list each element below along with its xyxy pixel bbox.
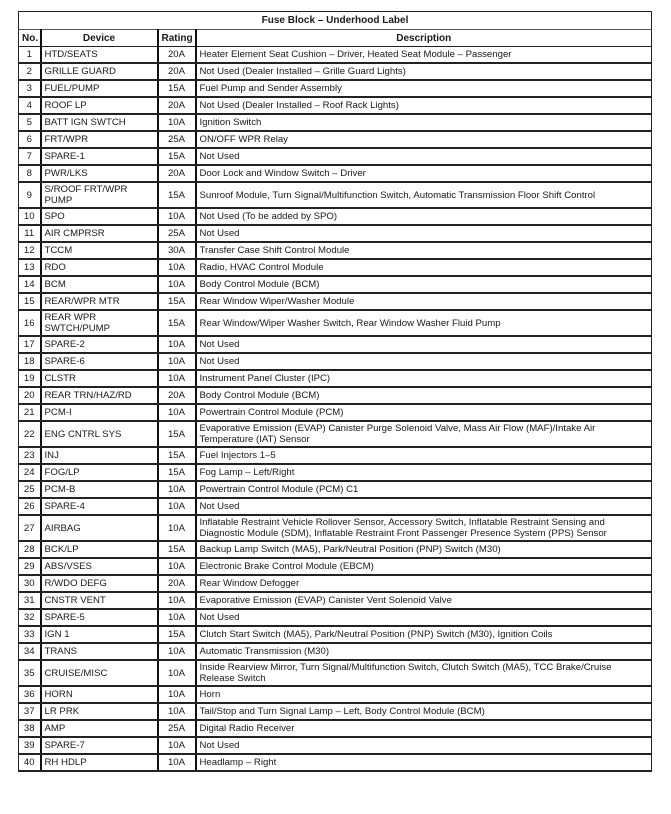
fuse-device: AIRBAG [41, 515, 158, 541]
table-row [19, 182, 652, 208]
fuse-device: REAR TRN/HAZ/RD [41, 387, 158, 404]
fuse-rating: 10A [158, 609, 196, 626]
table-row [19, 737, 652, 754]
table-row [19, 80, 652, 97]
fuse-number: 15 [19, 293, 41, 310]
fuse-description: Body Control Module (BCM) [196, 276, 652, 293]
fuse-number: 1 [19, 47, 41, 64]
fuse-description: Automatic Transmission (M30) [196, 643, 652, 660]
fuse-rating: 15A [158, 541, 196, 558]
table-row [19, 208, 652, 225]
fuse-number: 13 [19, 259, 41, 276]
fuse-rating: 15A [158, 464, 196, 481]
fuse-device: TCCM [41, 242, 158, 259]
fuse-description: Not Used [196, 737, 652, 754]
fuse-description: Inflatable Restraint Vehicle Rollover Sensor, Accessory Switch, Inflatable Restraint Sensing and Diagnostic Module (SDM), Inflatable Restraint Front Passenger Presence System (PPS) Sensor [196, 515, 652, 541]
fuse-number: 23 [19, 447, 41, 464]
fuse-device: FUEL/PUMP [41, 80, 158, 97]
fuse-number: 33 [19, 626, 41, 643]
fuse-number: 3 [19, 80, 41, 97]
fuse-description: Powertrain Control Module (PCM) C1 [196, 481, 652, 498]
fuse-device: RDO [41, 259, 158, 276]
table-row [19, 259, 652, 276]
fuse-device: ROOF LP [41, 97, 158, 114]
fuse-device: SPARE-4 [41, 498, 158, 515]
fuse-device: PCM-B [41, 481, 158, 498]
fuse-description: Headlamp – Right [196, 754, 652, 771]
fuse-number: 21 [19, 404, 41, 421]
fuse-rating: 10A [158, 643, 196, 660]
table-row [19, 47, 652, 64]
fuse-rating: 10A [158, 481, 196, 498]
fuse-description: Tail/Stop and Turn Signal Lamp – Left, Body Control Module (BCM) [196, 703, 652, 720]
fuse-description: Inside Rearview Mirror, Turn Signal/Multifunction Switch, Clutch Switch (MA5), TCC Brake/Cruise Release Switch [196, 660, 652, 686]
fuse-number: 27 [19, 515, 41, 541]
fuse-description: Rear Window/Wiper Washer Switch, Rear Window Washer Fluid Pump [196, 310, 652, 336]
table-row [19, 592, 652, 609]
fuse-device: SPARE-2 [41, 336, 158, 353]
fuse-number: 12 [19, 242, 41, 259]
fuse-number: 2 [19, 63, 41, 80]
fuse-number: 28 [19, 541, 41, 558]
table-row [19, 447, 652, 464]
fuse-number: 34 [19, 643, 41, 660]
table-row [19, 703, 652, 720]
table-row [19, 643, 652, 660]
fuse-description: Not Used (To be added by SPO) [196, 208, 652, 225]
table-row [19, 165, 652, 182]
fuse-rating: 30A [158, 242, 196, 259]
fuse-device: IGN 1 [41, 626, 158, 643]
fuse-description: Evaporative Emission (EVAP) Canister Vent Solenoid Valve [196, 592, 652, 609]
fuse-number: 17 [19, 336, 41, 353]
table-row [19, 293, 652, 310]
fuse-rating: 10A [158, 276, 196, 293]
fuse-rating: 10A [158, 336, 196, 353]
fuse-number: 11 [19, 225, 41, 242]
fuse-number: 7 [19, 148, 41, 165]
fuse-device: HTD/SEATS [41, 47, 158, 64]
table-row [19, 97, 652, 114]
table-row [19, 686, 652, 703]
table-row [19, 626, 652, 643]
fuse-rating: 20A [158, 165, 196, 182]
fuse-device: AIR CMPRSR [41, 225, 158, 242]
table-row [19, 498, 652, 515]
fuse-rating: 20A [158, 575, 196, 592]
fuse-description: Not Used (Dealer Installed – Roof Rack Lights) [196, 97, 652, 114]
fuse-description: Not Used [196, 498, 652, 515]
fuse-rating: 25A [158, 225, 196, 242]
fuse-number: 31 [19, 592, 41, 609]
fuse-rating: 15A [158, 421, 196, 447]
table-row [19, 242, 652, 259]
table-title: Fuse Block – Underhood Label [19, 12, 652, 30]
fuse-rating: 15A [158, 626, 196, 643]
fuse-number: 38 [19, 720, 41, 737]
fuse-rating: 10A [158, 754, 196, 771]
table-row [19, 336, 652, 353]
fuse-device: TRANS [41, 643, 158, 660]
fuse-description: Not Used (Dealer Installed – Grille Guard Lights) [196, 63, 652, 80]
fuse-rating: 10A [158, 515, 196, 541]
fuse-device: FRT/WPR [41, 131, 158, 148]
table-row [19, 575, 652, 592]
fuse-device: INJ [41, 447, 158, 464]
fuse-device: REAR WPR SWTCH/PUMP [41, 310, 158, 336]
table-row [19, 353, 652, 370]
fuse-rating: 10A [158, 737, 196, 754]
fuse-description: Door Lock and Window Switch – Driver [196, 165, 652, 182]
table-row [19, 421, 652, 447]
fuse-description: Fog Lamp – Left/Right [196, 464, 652, 481]
fuse-rating: 20A [158, 387, 196, 404]
fuse-description: Fuel Pump and Sender Assembly [196, 80, 652, 97]
fuse-rating: 10A [158, 592, 196, 609]
fuse-rating: 15A [158, 293, 196, 310]
fuse-number: 30 [19, 575, 41, 592]
fuse-description: Clutch Start Switch (MA5), Park/Neutral Position (PNP) Switch (M30), Ignition Coils [196, 626, 652, 643]
fuse-rating: 15A [158, 447, 196, 464]
fuse-description: Backup Lamp Switch (MA5), Park/Neutral Position (PNP) Switch (M30) [196, 541, 652, 558]
table-row [19, 609, 652, 626]
fuse-device: RH HDLP [41, 754, 158, 771]
fuse-device: SPARE-1 [41, 148, 158, 165]
fuse-rating: 15A [158, 310, 196, 336]
fuse-description: Radio, HVAC Control Module [196, 259, 652, 276]
fuse-number: 14 [19, 276, 41, 293]
table-row [19, 660, 652, 686]
table-row [19, 310, 652, 336]
fuse-rating: 25A [158, 131, 196, 148]
fuse-description: Not Used [196, 609, 652, 626]
fuse-description: Body Control Module (BCM) [196, 387, 652, 404]
fuse-description: Horn [196, 686, 652, 703]
fuse-description: Not Used [196, 225, 652, 242]
table-row [19, 370, 652, 387]
fuse-description: Heater Element Seat Cushion – Driver, Heated Seat Module – Passenger [196, 47, 652, 64]
fuse-device: SPO [41, 208, 158, 225]
table-row [19, 276, 652, 293]
fuse-number: 19 [19, 370, 41, 387]
fuse-device: SPARE-6 [41, 353, 158, 370]
fuse-rating: 25A [158, 720, 196, 737]
fuse-number: 36 [19, 686, 41, 703]
fuse-device: S/ROOF FRT/WPR PUMP [41, 182, 158, 208]
fuse-rating: 10A [158, 404, 196, 421]
fuse-number: 26 [19, 498, 41, 515]
fuse-number: 35 [19, 660, 41, 686]
fuse-device: ENG CNTRL SYS [41, 421, 158, 447]
fuse-number: 16 [19, 310, 41, 336]
fuse-rating: 20A [158, 47, 196, 64]
fuse-description: Not Used [196, 353, 652, 370]
fuse-rating: 10A [158, 208, 196, 225]
fuse-description: Digital Radio Receiver [196, 720, 652, 737]
fuse-rating: 10A [158, 703, 196, 720]
fuse-device: R/WDO DEFG [41, 575, 158, 592]
fuse-rating: 20A [158, 97, 196, 114]
fuse-description: Instrument Panel Cluster (IPC) [196, 370, 652, 387]
fuse-description: Ignition Switch [196, 114, 652, 131]
fuse-number: 6 [19, 131, 41, 148]
fuse-device: CNSTR VENT [41, 592, 158, 609]
fuse-rating: 10A [158, 498, 196, 515]
fuse-device: BATT IGN SWTCH [41, 114, 158, 131]
fuse-number: 25 [19, 481, 41, 498]
fuse-description: Evaporative Emission (EVAP) Canister Purge Solenoid Valve, Mass Air Flow (MAF)/Intake Air Temperature (IAT) Sensor [196, 421, 652, 447]
table-row [19, 541, 652, 558]
fuse-rating: 10A [158, 558, 196, 575]
table-row [19, 558, 652, 575]
table-row [19, 404, 652, 421]
fuse-rating: 10A [158, 686, 196, 703]
fuse-number: 29 [19, 558, 41, 575]
table-row [19, 387, 652, 404]
fuse-device: BCM [41, 276, 158, 293]
fuse-rating: 10A [158, 660, 196, 686]
fuse-description: Not Used [196, 148, 652, 165]
fuse-device: LR PRK [41, 703, 158, 720]
fuse-device: HORN [41, 686, 158, 703]
fuse-block-table [18, 11, 652, 772]
fuse-rating: 10A [158, 114, 196, 131]
header-rating: Rating [158, 30, 196, 47]
fuse-device: SPARE-7 [41, 737, 158, 754]
fuse-rating: 15A [158, 182, 196, 208]
fuse-description: Electronic Brake Control Module (EBCM) [196, 558, 652, 575]
table-row [19, 515, 652, 541]
fuse-device: BCK/LP [41, 541, 158, 558]
fuse-device: FOG/LP [41, 464, 158, 481]
fuse-device: CRUISE/MISC [41, 660, 158, 686]
fuse-description: ON/OFF WPR Relay [196, 131, 652, 148]
fuse-number: 24 [19, 464, 41, 481]
fuse-rating: 20A [158, 63, 196, 80]
fuse-device: PCM-I [41, 404, 158, 421]
fuse-number: 8 [19, 165, 41, 182]
table-title-row [19, 12, 652, 30]
fuse-number: 4 [19, 97, 41, 114]
fuse-number: 9 [19, 182, 41, 208]
fuse-number: 32 [19, 609, 41, 626]
header-no: No. [19, 30, 41, 47]
fuse-table-container [18, 11, 651, 772]
fuse-device: GRILLE GUARD [41, 63, 158, 80]
fuse-rating: 10A [158, 370, 196, 387]
fuse-rating: 10A [158, 259, 196, 276]
fuse-number: 40 [19, 754, 41, 771]
fuse-device: SPARE-5 [41, 609, 158, 626]
fuse-description: Not Used [196, 336, 652, 353]
fuse-device: PWR/LKS [41, 165, 158, 182]
table-row [19, 754, 652, 771]
fuse-device: CLSTR [41, 370, 158, 387]
fuse-rating: 15A [158, 80, 196, 97]
fuse-description: Rear Window Defogger [196, 575, 652, 592]
table-row [19, 63, 652, 80]
fuse-description: Powertrain Control Module (PCM) [196, 404, 652, 421]
fuse-description: Rear Window Wiper/Washer Module [196, 293, 652, 310]
table-row [19, 225, 652, 242]
fuse-description: Sunroof Module, Turn Signal/Multifunction Switch, Automatic Transmission Floor Shift Control [196, 182, 652, 208]
table-header-row [19, 30, 652, 47]
table-body [19, 47, 652, 772]
fuse-description: Transfer Case Shift Control Module [196, 242, 652, 259]
table-row [19, 131, 652, 148]
header-device: Device [41, 30, 158, 47]
fuse-rating: 10A [158, 353, 196, 370]
table-row [19, 114, 652, 131]
fuse-number: 20 [19, 387, 41, 404]
fuse-number: 39 [19, 737, 41, 754]
header-description: Description [196, 30, 652, 47]
table-row [19, 481, 652, 498]
table-row [19, 148, 652, 165]
fuse-number: 10 [19, 208, 41, 225]
fuse-number: 18 [19, 353, 41, 370]
fuse-number: 5 [19, 114, 41, 131]
fuse-number: 37 [19, 703, 41, 720]
fuse-description: Fuel Injectors 1–5 [196, 447, 652, 464]
fuse-rating: 15A [158, 148, 196, 165]
fuse-device: AMP [41, 720, 158, 737]
fuse-device: REAR/WPR MTR [41, 293, 158, 310]
table-row [19, 464, 652, 481]
fuse-number: 22 [19, 421, 41, 447]
table-row [19, 720, 652, 737]
fuse-device: ABS/VSES [41, 558, 158, 575]
